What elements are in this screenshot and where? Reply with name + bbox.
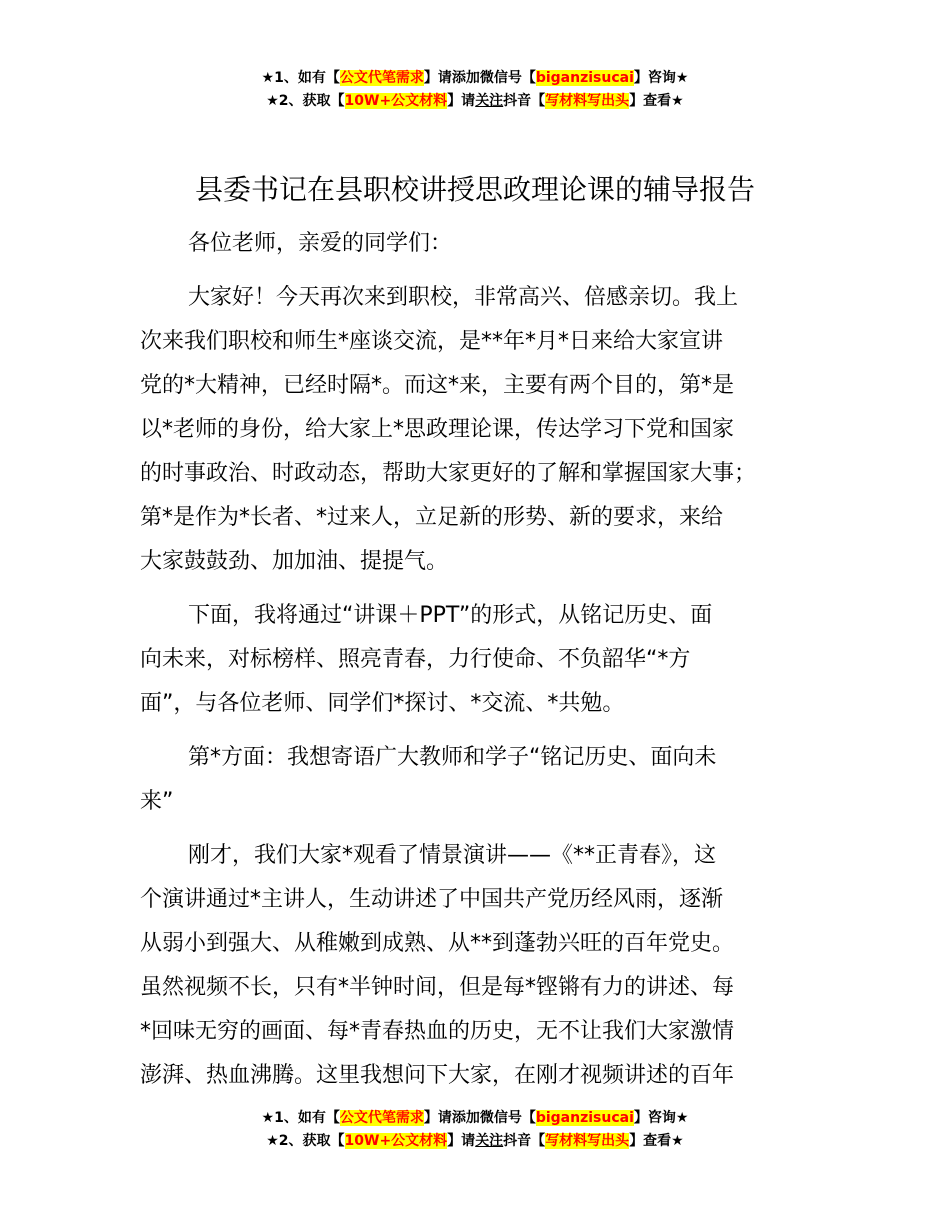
text-line: 各位老师，亲爱的同学们： [188, 231, 453, 256]
text-line: 下面，我将通过“讲课＋PPT”的形式，从铭记历史、面 [188, 603, 713, 628]
text-line: 个演讲通过*主讲人，生动讲述了中国共产党历经风雨，逐渐 [140, 887, 724, 912]
footer-banner [0, 1107, 950, 1153]
banner-highlight: 公文代笔需求 [339, 70, 424, 86]
banner-text: 抖音【 [503, 93, 546, 109]
text-line: 来” [140, 789, 174, 814]
banner-text: 】请 [447, 1133, 476, 1149]
banner-highlight-wechat-id: biganzisucai [535, 1110, 634, 1126]
paragraph-opening [140, 276, 830, 584]
text-line: 第*是作为*长者、*过来人，立足新的形势、新的要求，来给 [140, 505, 724, 530]
text-line: *回味无穷的画面、每*青春热血的历史，无不让我们大家激情 [140, 1019, 735, 1044]
text-line: 向未来，对标榜样、照亮青春，力行使命、不负韶华“*方 [140, 647, 691, 672]
text-line: 面”，与各位老师、同学们*探讨、*交流、*共勉。 [140, 691, 625, 716]
text-line: 的时事政治、时政动态，帮助大家更好的了解和掌握国家大事； [140, 461, 757, 486]
banner-line-2 [0, 90, 950, 113]
banner-line-1 [0, 67, 950, 90]
banner-line-2 [0, 1130, 950, 1153]
banner-text: ★2、获取【 [266, 93, 345, 109]
banner-highlight: 公文代笔需求 [339, 1110, 424, 1126]
text-line: 大家鼓鼓劲、加加油、提提气。 [140, 549, 449, 574]
banner-highlight-douyin: 写材料写出头 [545, 93, 630, 109]
banner-text: 】请 [447, 93, 476, 109]
banner-highlight-wechat-id: biganzisucai [535, 70, 634, 86]
text-line: 从弱小到强大、从稚嫩到成熟、从**到蓬勃兴旺的百年党史。 [140, 931, 735, 956]
paragraph-video-discussion [140, 834, 830, 1098]
banner-highlight: 10W+公文材料 [344, 1133, 448, 1149]
banner-highlight: 10W+公文材料 [344, 93, 448, 109]
banner-text: ★2、获取【 [266, 1133, 345, 1149]
text-line: 第*方面：我想寄语广大教师和学子“铭记历史、面向未 [188, 745, 717, 770]
text-line: 以*老师的身份，给大家上*思政理论课，传达学习下党和国家 [140, 417, 735, 442]
text-line: 虽然视频不长，只有*半钟时间，但是每*铿锵有力的讲述、每 [140, 975, 735, 1000]
text-line: 刚才，我们大家*观看了情景演讲——《**正青春》，这 [188, 843, 717, 868]
text-line: 大家好！今天再次来到职校，非常高兴、倍感亲切。我上 [188, 285, 739, 310]
banner-highlight-douyin: 写材料写出头 [545, 1133, 630, 1149]
text-line: 澎湃、热血沸腾。这里我想问下大家，在刚才视频讲述的百年 [140, 1063, 735, 1088]
banner-text: 】查看★ [629, 93, 684, 109]
banner-text: 】咨询★ [633, 70, 689, 86]
document-title: 县委书记在县职校讲授思政理论课的辅导报告 [194, 173, 755, 206]
banner-text: 】查看★ [629, 1133, 684, 1149]
header-banner [0, 67, 950, 113]
banner-line-1 [0, 1107, 950, 1130]
document-body [140, 222, 830, 1098]
text-line: 次来我们职校和师生*座谈交流，是**年*月*日来给大家宣讲 [140, 329, 724, 354]
banner-text: ★1、如有【 [261, 1110, 340, 1126]
banner-text: 】咨询★ [633, 1110, 689, 1126]
text-line: 党的*大精神，已经时隔*。而这*来，主要有两个目的，第*是 [140, 373, 735, 398]
banner-text: 抖音【 [503, 1133, 546, 1149]
paragraph-outline [140, 594, 830, 726]
banner-text: 】请添加微信号【 [423, 70, 536, 86]
banner-underlined-text: 关注 [475, 1133, 504, 1149]
banner-underlined-text: 关注 [475, 93, 504, 109]
banner-text: 】请添加微信号【 [423, 1110, 536, 1126]
paragraph-section-heading [140, 736, 830, 824]
banner-text: ★1、如有【 [261, 70, 340, 86]
paragraph-greeting [140, 222, 830, 266]
